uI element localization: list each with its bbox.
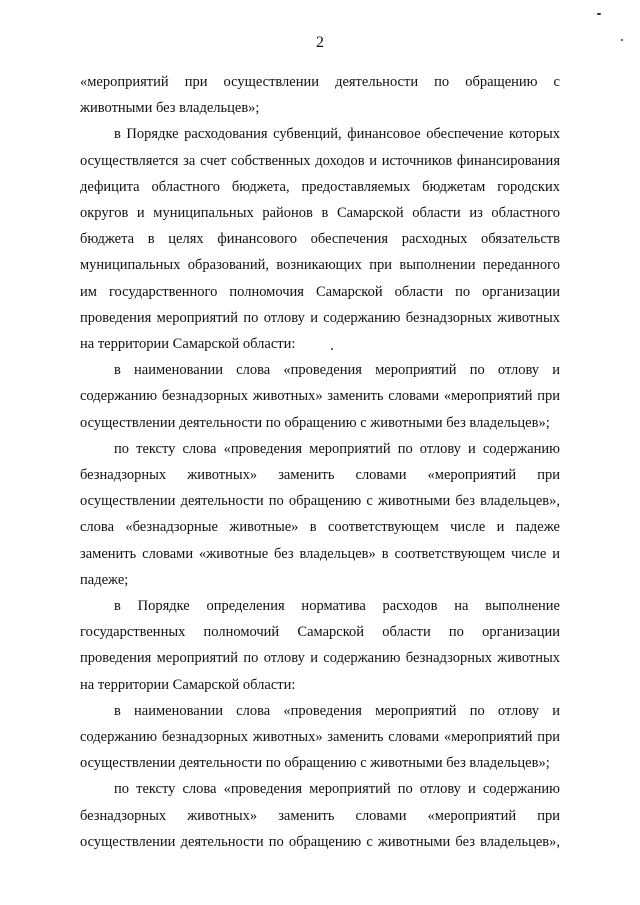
document-body [80,69,560,855]
paragraph-text-change-1: по тексту слова «проведения мероприятий по отлову и содержанию безнадзорных животных» заменить словами «мероприятий при осуществлении деятельности по обращению с животными без владельцев», слова «безнадзорные животные» в соответствующем числе и падеже заменить словами «животные без владельцев» в соответствующем числе и падеже; [80,440,560,588]
paragraph-title-change-1: в наименовании слова «проведения мероприятий по отлову и содержанию безнадзорных животных» заменить словами «мероприятий при осуществлении деятельности по обращению с животными без владельцев»; [80,362,560,431]
page-number: 2 [316,34,324,51]
paragraph-subvention-procedure: в Порядке расходования субвенций, финансовое обеспечение которых осуществляется за счет собственных доходов и источников финансирования дефицита областного бюджета, предоставляемых бюджетам городских округов и муниципальных районов в Самарской области из областного бюджета в целях финансового обеспечения расходных обязательств муниципальных образований, возникающих при выполнении переданного им государственного полномочия Самарской области по организации проведения мероприятий по отлову и содержанию безнадзорных животных на территории Самарской области: [80,126,560,353]
paragraph-norm-procedure: в Порядке определения норматива расходов на выполнение государственных полномочий Самарской области по организации проведения мероприятий по отлову и содержанию безнадзорных животных на территории Самарской области: [80,598,560,693]
paragraph-text-change-2: по тексту слова «проведения мероприятий по отлову и содержанию безнадзорных животных» заменить словами «мероприятий при осуществлении деятельности по обращению с животными без владельцев», [80,781,560,850]
paragraph-continuation: «мероприятий при осуществлении деятельности по обращению с животными без владельцев»; [80,74,560,117]
paragraph-title-change-2: в наименовании слова «проведения мероприятий по отлову и содержанию безнадзорных животных» заменить словами «мероприятий при осуществлении деятельности по обращению с животными без владельцев»; [80,702,560,772]
scan-speck [597,13,601,15]
